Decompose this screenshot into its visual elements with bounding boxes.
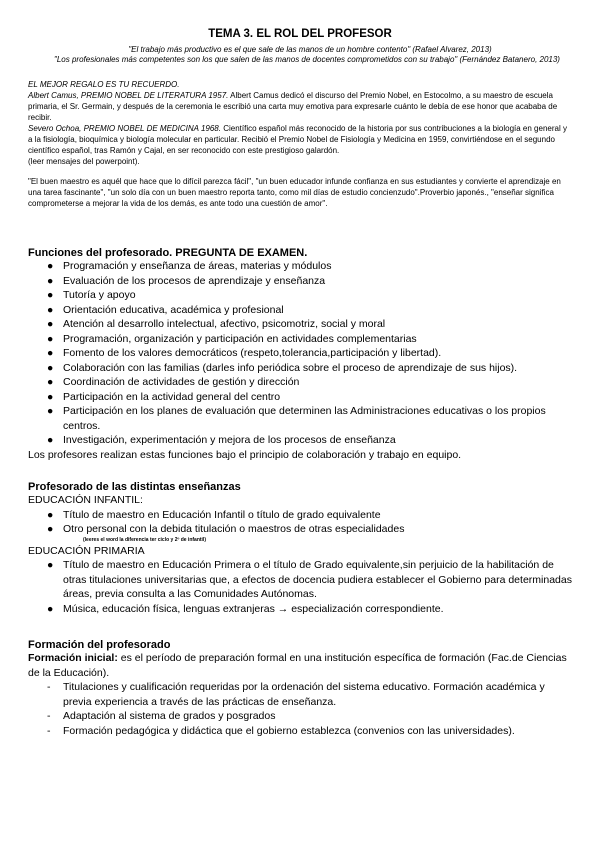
formacion-section: [28, 639, 573, 738]
intro-heading: EL MEJOR REGALO ES TU RECUERDO.: [28, 80, 180, 89]
infantil-label: EDUCACIÓN INFANTIL:: [28, 494, 143, 506]
bullet-icon: ●: [47, 523, 54, 535]
list-item: ● Música, educación física, lenguas extranjeras → especialización correspondiente.: [47, 602, 444, 615]
list-item: ● Coordinación de actividades de gestión y dirección: [47, 376, 300, 388]
list-item: ● Evaluación de los procesos de aprendizaje y enseñanza: [47, 274, 326, 287]
bullet-icon: ●: [47, 347, 54, 359]
profesorado-section: [28, 481, 573, 616]
list-item: ● Atención al desarrollo intelectual, afectivo, psicomotriz, social y moral: [47, 318, 386, 330]
camus-paragraph: [28, 90, 573, 123]
funciones-closing: Los profesores realizan estas funciones bajo el principio de colaboración y trabajo en equipo.: [28, 448, 462, 461]
formacion-inicial-text: es el período de preparación formal en una institución específica de formación (Fac.de Ciencias de la Educación).: [28, 652, 567, 679]
quote-fernandez: "Los profesionales más competentes son los que salen de las manos de docentes comprometidos con su trabajo" (Fernández Batanero, 2013): [54, 55, 560, 64]
infantil-list: [28, 508, 573, 537]
funciones-list: [28, 259, 573, 448]
primaria-label: EDUCACIÓN PRIMARIA: [28, 544, 145, 557]
formacion-list: [28, 680, 573, 738]
list-item: ● Título de maestro en Educación Primera o el título de Grado equivalente,sin perjuicio de la habilitación de otras titulaciones universitarias que, a efectos de docencia pudiera establecer el Gobierno para determinadas áreas, previa consulta a las Comunidades Autónomas.: [47, 559, 572, 600]
list-item: - Formación pedagógica y didáctica que el gobierno establezca (convenios con las universidades).: [47, 724, 515, 737]
bullet-icon: ●: [47, 602, 54, 615]
profesorado-heading: Profesorado de las distintas enseñanzas: [28, 481, 241, 493]
teacher-quotes: "El buen maestro es aquél que hace que lo difícil parezca fácil", "un buen educador infunde confianza en sus estudiantes y convierte el aprendizaje en una tarea fascinante", "un solo día con un buen maestro reporta tanto, como mil días de estudio concienzudo".Proverbio japonés., "enseñar significa comprometerse a mejorar la vida de los demás, es ante todo una cuestión de amor".: [28, 177, 561, 208]
bullet-icon: ●: [47, 405, 54, 417]
bullet-icon: ●: [47, 289, 54, 301]
bullet-icon: ●: [47, 303, 54, 316]
bullet-icon: ●: [47, 274, 54, 287]
list-item: ● Otro personal con la debida titulación o maestros de otras especialidades: [47, 523, 405, 535]
list-item: ● Tutoría y apoyo: [47, 289, 136, 301]
camus-name: Albert Camus, PREMIO NOBEL DE LITERATURA 1957.: [28, 91, 229, 100]
bullet-icon: ●: [47, 434, 54, 446]
intro-section: [28, 79, 573, 209]
dash-marker: -: [47, 710, 51, 722]
ochoa-text: Científico español más reconocido de la historia por sus contribuciones a la biología en general y a la fisiología, bioquímica y biología molecular en particular. Recibió el Premio Nobel de Fisiología y Medicina en 1959, convirtiéndose en el segundo científico español, tras Ramón y Cajal, en ser reconocido con este prestigioso galardón.: [28, 124, 567, 155]
dash-marker: -: [47, 681, 51, 693]
formacion-heading: Formación del profesorado: [28, 639, 171, 651]
funciones-section: [28, 247, 573, 462]
ochoa-name: Severo Ochoa, PREMIO NOBEL DE MEDICINA 1968.: [28, 124, 221, 133]
camus-text: Albert Camus dedicó el discurso del Premio Nobel, en Estocolmo, a su maestro de escuela primaria, el Sr. Germain, y después de la ceremonia le escribió una carta muy emotiva para expresarle cuánto le debía de ese honor que acababa de recibir.: [28, 91, 558, 122]
list-item: - Adaptación al sistema de grados y posgrados: [47, 710, 276, 722]
list-item: ● Programación, organización y participación en actividades complementarias: [47, 332, 417, 345]
quote-alvarez: "El trabajo más productivo es el que sale de las manos de un hombre contento" (Rafael Alvarez, 2013): [128, 45, 492, 54]
bullet-icon: ●: [47, 361, 54, 374]
bullet-icon: ●: [47, 559, 54, 571]
formacion-inicial-label: Formación inicial:: [28, 652, 118, 664]
bullet-icon: ●: [47, 508, 54, 521]
list-item: ● Investigación, experimentación y mejora de los procesos de enseñanza: [47, 434, 396, 446]
list-item: ● Orientación educativa, académica y profesional: [47, 303, 284, 316]
document-title: TEMA 3. EL ROL DEL PROFESOR: [208, 28, 392, 40]
ochoa-paragraph: [28, 123, 573, 156]
bullet-icon: ●: [47, 332, 54, 345]
formacion-inicial-paragraph: [28, 651, 573, 680]
list-item: - Titulaciones y cualificación requeridas por la ordenación del sistema educativo. Formación académica y previa experiencia a través de las prácticas de enseñanza.: [47, 681, 545, 708]
bullet-icon: ●: [47, 376, 54, 388]
bullet-icon: ●: [47, 318, 54, 330]
list-item: ● Participación en los planes de evaluación que determinen las Administraciones educativas o los propios centros.: [47, 405, 546, 432]
list-item: ● Colaboración con las familias (darles info periódica sobre el proceso de aprendizaje de sus hijos).: [47, 361, 518, 374]
powerpoint-note: (leer mensajes del powerpoint).: [28, 157, 140, 166]
funciones-heading: Funciones del profesorado. PREGUNTA DE EXAMEN.: [28, 247, 308, 259]
bullet-icon: ●: [47, 260, 54, 272]
list-item: ● Título de maestro en Educación Infantil o título de grado equivalente: [47, 508, 381, 521]
dash-marker: -: [47, 724, 51, 737]
bullet-icon: ●: [47, 390, 54, 403]
infantil-note: (leeres el word la diferencia ter ciclo y 2º de infantil): [83, 536, 206, 543]
list-item: ● Fomento de los valores democráticos (respeto,tolerancia,participación y libertad).: [47, 347, 442, 359]
primaria-list: [28, 558, 573, 616]
list-item: ● Programación y enseñanza de áreas, materias y módulos: [47, 260, 332, 272]
list-item: ● Participación en la actividad general del centro: [47, 390, 281, 403]
